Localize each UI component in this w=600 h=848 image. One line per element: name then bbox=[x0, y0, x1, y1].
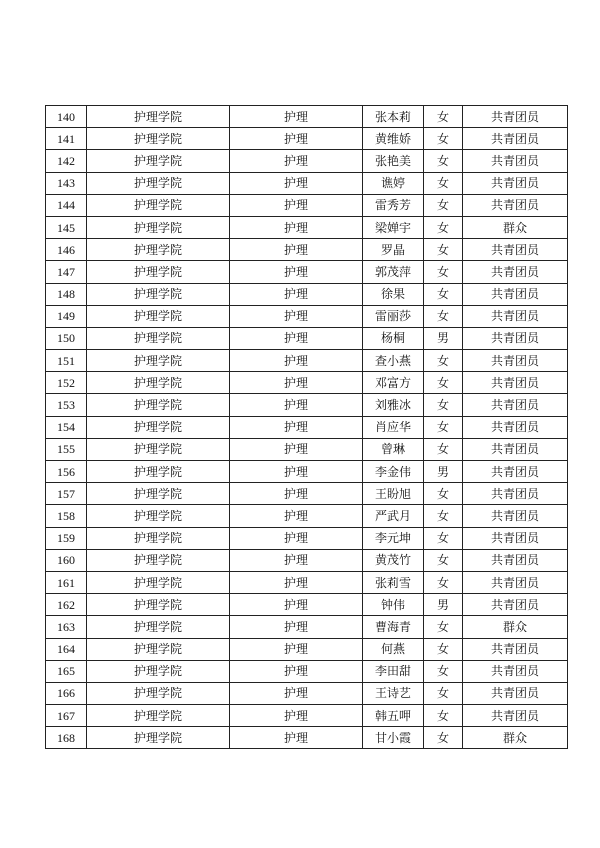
college-cell: 护理学院 bbox=[87, 660, 230, 682]
major-cell: 护理 bbox=[230, 727, 363, 749]
student-name-cell: 甘小霞 bbox=[363, 727, 424, 749]
row-number-cell: 143 bbox=[46, 172, 87, 194]
student-name-cell: 杨桐 bbox=[363, 327, 424, 349]
gender-cell: 女 bbox=[424, 239, 463, 261]
gender-cell: 男 bbox=[424, 594, 463, 616]
political-status-cell: 共青团员 bbox=[463, 594, 568, 616]
major-cell: 护理 bbox=[230, 305, 363, 327]
major-cell: 护理 bbox=[230, 128, 363, 150]
gender-cell: 女 bbox=[424, 283, 463, 305]
gender-cell: 女 bbox=[424, 350, 463, 372]
student-name-cell: 何燕 bbox=[363, 638, 424, 660]
major-cell: 护理 bbox=[230, 172, 363, 194]
gender-cell: 女 bbox=[424, 150, 463, 172]
student-name-cell: 张本莉 bbox=[363, 106, 424, 128]
political-status-cell: 共青团员 bbox=[463, 283, 568, 305]
roster-table-body bbox=[46, 106, 568, 749]
college-cell: 护理学院 bbox=[87, 305, 230, 327]
major-cell: 护理 bbox=[230, 194, 363, 216]
table-row bbox=[46, 571, 568, 593]
student-name-cell: 邓富方 bbox=[363, 372, 424, 394]
gender-cell: 女 bbox=[424, 571, 463, 593]
student-name-cell: 王盼旭 bbox=[363, 483, 424, 505]
college-cell: 护理学院 bbox=[87, 216, 230, 238]
major-cell: 护理 bbox=[230, 261, 363, 283]
college-cell: 护理学院 bbox=[87, 327, 230, 349]
college-cell: 护理学院 bbox=[87, 638, 230, 660]
political-status-cell: 共青团员 bbox=[463, 416, 568, 438]
row-number-cell: 155 bbox=[46, 438, 87, 460]
major-cell: 护理 bbox=[230, 239, 363, 261]
gender-cell: 女 bbox=[424, 438, 463, 460]
major-cell: 护理 bbox=[230, 594, 363, 616]
table-row bbox=[46, 705, 568, 727]
college-cell: 护理学院 bbox=[87, 438, 230, 460]
college-cell: 护理学院 bbox=[87, 394, 230, 416]
document-page bbox=[45, 105, 561, 749]
student-name-cell: 肖应华 bbox=[363, 416, 424, 438]
student-name-cell: 张艳美 bbox=[363, 150, 424, 172]
gender-cell: 女 bbox=[424, 128, 463, 150]
major-cell: 护理 bbox=[230, 638, 363, 660]
gender-cell: 女 bbox=[424, 682, 463, 704]
gender-cell: 女 bbox=[424, 106, 463, 128]
table-row bbox=[46, 527, 568, 549]
row-number-cell: 157 bbox=[46, 483, 87, 505]
row-number-cell: 161 bbox=[46, 571, 87, 593]
table-row bbox=[46, 616, 568, 638]
college-cell: 护理学院 bbox=[87, 594, 230, 616]
row-number-cell: 163 bbox=[46, 616, 87, 638]
row-number-cell: 142 bbox=[46, 150, 87, 172]
row-number-cell: 154 bbox=[46, 416, 87, 438]
political-status-cell: 共青团员 bbox=[463, 438, 568, 460]
major-cell: 护理 bbox=[230, 283, 363, 305]
gender-cell: 女 bbox=[424, 261, 463, 283]
student-name-cell: 王诗艺 bbox=[363, 682, 424, 704]
college-cell: 护理学院 bbox=[87, 682, 230, 704]
table-row bbox=[46, 172, 568, 194]
student-name-cell: 曾琳 bbox=[363, 438, 424, 460]
major-cell: 护理 bbox=[230, 216, 363, 238]
student-name-cell: 刘雅冰 bbox=[363, 394, 424, 416]
college-cell: 护理学院 bbox=[87, 106, 230, 128]
table-row bbox=[46, 216, 568, 238]
row-number-cell: 162 bbox=[46, 594, 87, 616]
college-cell: 护理学院 bbox=[87, 461, 230, 483]
political-status-cell: 共青团员 bbox=[463, 327, 568, 349]
political-status-cell: 共青团员 bbox=[463, 394, 568, 416]
row-number-cell: 167 bbox=[46, 705, 87, 727]
row-number-cell: 149 bbox=[46, 305, 87, 327]
student-name-cell: 梁婵宇 bbox=[363, 216, 424, 238]
major-cell: 护理 bbox=[230, 549, 363, 571]
college-cell: 护理学院 bbox=[87, 372, 230, 394]
gender-cell: 男 bbox=[424, 327, 463, 349]
political-status-cell: 共青团员 bbox=[463, 571, 568, 593]
political-status-cell: 共青团员 bbox=[463, 527, 568, 549]
college-cell: 护理学院 bbox=[87, 128, 230, 150]
row-number-cell: 159 bbox=[46, 527, 87, 549]
student-name-cell: 钟伟 bbox=[363, 594, 424, 616]
political-status-cell: 群众 bbox=[463, 727, 568, 749]
college-cell: 护理学院 bbox=[87, 571, 230, 593]
student-roster-table bbox=[45, 105, 568, 749]
college-cell: 护理学院 bbox=[87, 194, 230, 216]
gender-cell: 女 bbox=[424, 305, 463, 327]
row-number-cell: 150 bbox=[46, 327, 87, 349]
gender-cell: 女 bbox=[424, 172, 463, 194]
student-name-cell: 张莉雪 bbox=[363, 571, 424, 593]
major-cell: 护理 bbox=[230, 461, 363, 483]
table-row bbox=[46, 283, 568, 305]
gender-cell: 女 bbox=[424, 549, 463, 571]
table-row bbox=[46, 461, 568, 483]
row-number-cell: 144 bbox=[46, 194, 87, 216]
political-status-cell: 共青团员 bbox=[463, 660, 568, 682]
row-number-cell: 165 bbox=[46, 660, 87, 682]
major-cell: 护理 bbox=[230, 372, 363, 394]
table-row bbox=[46, 438, 568, 460]
college-cell: 护理学院 bbox=[87, 283, 230, 305]
table-row bbox=[46, 638, 568, 660]
college-cell: 护理学院 bbox=[87, 239, 230, 261]
major-cell: 护理 bbox=[230, 416, 363, 438]
student-name-cell: 曹海青 bbox=[363, 616, 424, 638]
student-name-cell: 查小燕 bbox=[363, 350, 424, 372]
major-cell: 护理 bbox=[230, 483, 363, 505]
table-row bbox=[46, 416, 568, 438]
political-status-cell: 共青团员 bbox=[463, 549, 568, 571]
row-number-cell: 160 bbox=[46, 549, 87, 571]
table-row bbox=[46, 549, 568, 571]
college-cell: 护理学院 bbox=[87, 727, 230, 749]
student-name-cell: 李元坤 bbox=[363, 527, 424, 549]
row-number-cell: 141 bbox=[46, 128, 87, 150]
college-cell: 护理学院 bbox=[87, 616, 230, 638]
political-status-cell: 共青团员 bbox=[463, 239, 568, 261]
gender-cell: 女 bbox=[424, 483, 463, 505]
gender-cell: 女 bbox=[424, 527, 463, 549]
major-cell: 护理 bbox=[230, 660, 363, 682]
row-number-cell: 140 bbox=[46, 106, 87, 128]
major-cell: 护理 bbox=[230, 705, 363, 727]
table-row bbox=[46, 350, 568, 372]
table-row bbox=[46, 505, 568, 527]
row-number-cell: 146 bbox=[46, 239, 87, 261]
political-status-cell: 共青团员 bbox=[463, 194, 568, 216]
row-number-cell: 168 bbox=[46, 727, 87, 749]
student-name-cell: 徐果 bbox=[363, 283, 424, 305]
gender-cell: 女 bbox=[424, 660, 463, 682]
gender-cell: 女 bbox=[424, 194, 463, 216]
gender-cell: 女 bbox=[424, 505, 463, 527]
student-name-cell: 谯婷 bbox=[363, 172, 424, 194]
political-status-cell: 共青团员 bbox=[463, 705, 568, 727]
college-cell: 护理学院 bbox=[87, 350, 230, 372]
major-cell: 护理 bbox=[230, 394, 363, 416]
row-number-cell: 164 bbox=[46, 638, 87, 660]
major-cell: 护理 bbox=[230, 571, 363, 593]
major-cell: 护理 bbox=[230, 150, 363, 172]
student-name-cell: 罗晶 bbox=[363, 239, 424, 261]
college-cell: 护理学院 bbox=[87, 172, 230, 194]
college-cell: 护理学院 bbox=[87, 705, 230, 727]
table-row bbox=[46, 727, 568, 749]
political-status-cell: 共青团员 bbox=[463, 128, 568, 150]
major-cell: 护理 bbox=[230, 505, 363, 527]
gender-cell: 女 bbox=[424, 727, 463, 749]
table-row bbox=[46, 660, 568, 682]
political-status-cell: 共青团员 bbox=[463, 305, 568, 327]
major-cell: 护理 bbox=[230, 350, 363, 372]
college-cell: 护理学院 bbox=[87, 483, 230, 505]
political-status-cell: 共青团员 bbox=[463, 505, 568, 527]
table-row bbox=[46, 239, 568, 261]
major-cell: 护理 bbox=[230, 616, 363, 638]
table-row bbox=[46, 106, 568, 128]
row-number-cell: 145 bbox=[46, 216, 87, 238]
political-status-cell: 群众 bbox=[463, 616, 568, 638]
row-number-cell: 152 bbox=[46, 372, 87, 394]
student-name-cell: 雷丽莎 bbox=[363, 305, 424, 327]
table-row bbox=[46, 594, 568, 616]
college-cell: 护理学院 bbox=[87, 261, 230, 283]
political-status-cell: 共青团员 bbox=[463, 150, 568, 172]
political-status-cell: 共青团员 bbox=[463, 682, 568, 704]
row-number-cell: 153 bbox=[46, 394, 87, 416]
college-cell: 护理学院 bbox=[87, 416, 230, 438]
table-row bbox=[46, 483, 568, 505]
student-name-cell: 黄维娇 bbox=[363, 128, 424, 150]
political-status-cell: 共青团员 bbox=[463, 106, 568, 128]
table-row bbox=[46, 305, 568, 327]
gender-cell: 女 bbox=[424, 394, 463, 416]
political-status-cell: 共青团员 bbox=[463, 372, 568, 394]
political-status-cell: 群众 bbox=[463, 216, 568, 238]
table-row bbox=[46, 194, 568, 216]
student-name-cell: 黄茂竹 bbox=[363, 549, 424, 571]
table-row bbox=[46, 327, 568, 349]
college-cell: 护理学院 bbox=[87, 549, 230, 571]
college-cell: 护理学院 bbox=[87, 527, 230, 549]
college-cell: 护理学院 bbox=[87, 505, 230, 527]
major-cell: 护理 bbox=[230, 438, 363, 460]
gender-cell: 女 bbox=[424, 616, 463, 638]
table-row bbox=[46, 394, 568, 416]
row-number-cell: 151 bbox=[46, 350, 87, 372]
major-cell: 护理 bbox=[230, 527, 363, 549]
political-status-cell: 共青团员 bbox=[463, 172, 568, 194]
row-number-cell: 166 bbox=[46, 682, 87, 704]
major-cell: 护理 bbox=[230, 682, 363, 704]
row-number-cell: 158 bbox=[46, 505, 87, 527]
table-row bbox=[46, 682, 568, 704]
college-cell: 护理学院 bbox=[87, 150, 230, 172]
gender-cell: 女 bbox=[424, 705, 463, 727]
political-status-cell: 共青团员 bbox=[463, 461, 568, 483]
student-name-cell: 韩五呷 bbox=[363, 705, 424, 727]
student-name-cell: 严武月 bbox=[363, 505, 424, 527]
row-number-cell: 156 bbox=[46, 461, 87, 483]
political-status-cell: 共青团员 bbox=[463, 261, 568, 283]
student-name-cell: 郭茂萍 bbox=[363, 261, 424, 283]
student-name-cell: 李田甜 bbox=[363, 660, 424, 682]
table-row bbox=[46, 261, 568, 283]
table-row bbox=[46, 372, 568, 394]
political-status-cell: 共青团员 bbox=[463, 638, 568, 660]
row-number-cell: 147 bbox=[46, 261, 87, 283]
political-status-cell: 共青团员 bbox=[463, 483, 568, 505]
row-number-cell: 148 bbox=[46, 283, 87, 305]
political-status-cell: 共青团员 bbox=[463, 350, 568, 372]
gender-cell: 女 bbox=[424, 638, 463, 660]
major-cell: 护理 bbox=[230, 106, 363, 128]
major-cell: 护理 bbox=[230, 327, 363, 349]
gender-cell: 女 bbox=[424, 372, 463, 394]
gender-cell: 男 bbox=[424, 461, 463, 483]
student-name-cell: 李金伟 bbox=[363, 461, 424, 483]
student-name-cell: 雷秀芳 bbox=[363, 194, 424, 216]
gender-cell: 女 bbox=[424, 216, 463, 238]
table-row bbox=[46, 128, 568, 150]
table-row bbox=[46, 150, 568, 172]
gender-cell: 女 bbox=[424, 416, 463, 438]
